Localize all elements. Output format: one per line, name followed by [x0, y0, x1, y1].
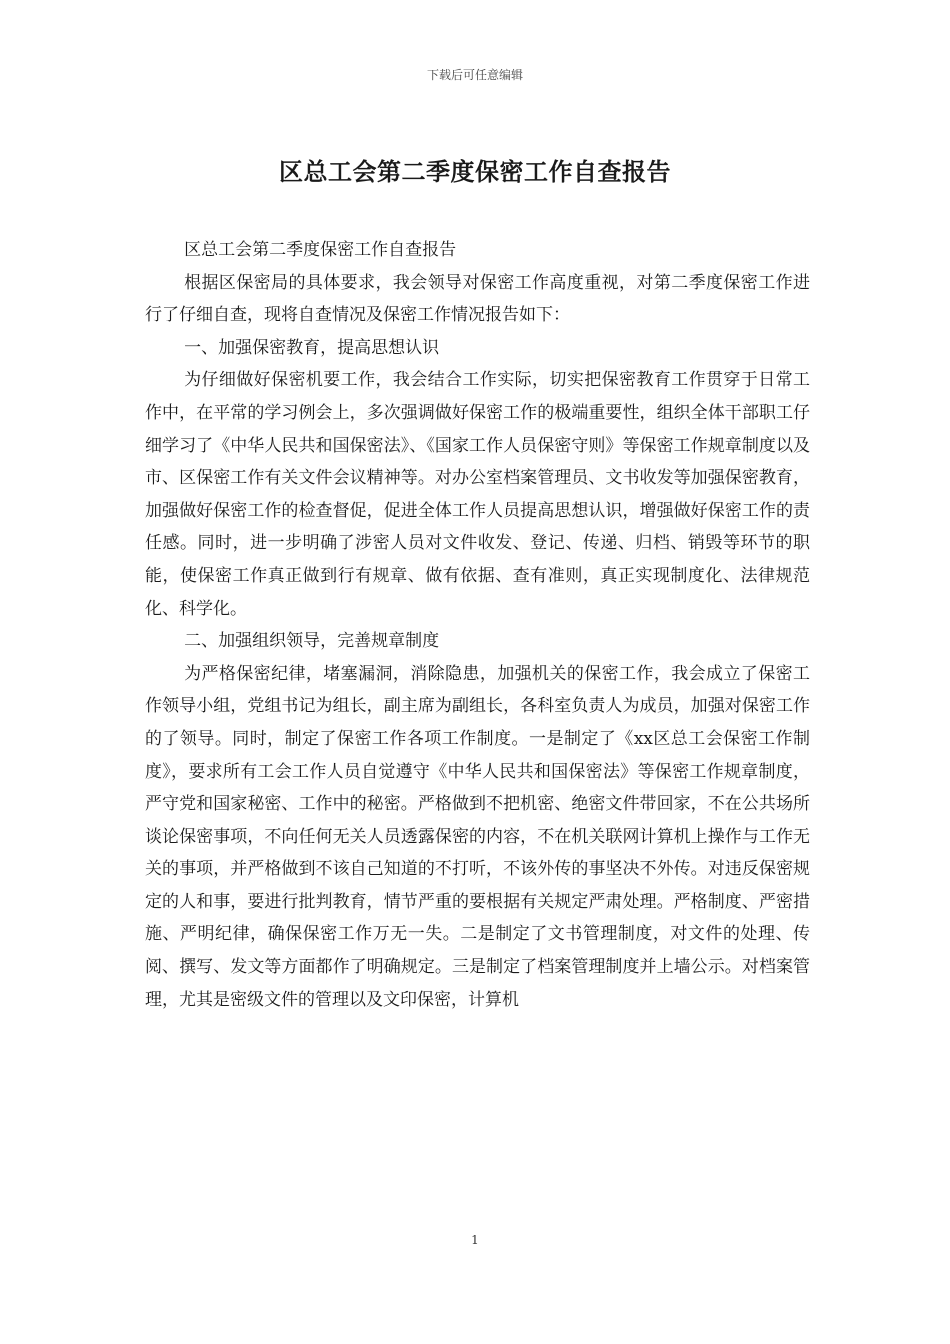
- document-title: 区总工会第二季度保密工作自查报告: [279, 157, 671, 186]
- paragraph-intro: 根据区保密局的具体要求，我会领导对保密工作高度重视，对第二季度保密工作进行了仔细自查，现将自查情况及保密工作情况报告如下：: [145, 272, 810, 326]
- paragraph-section-1: 为仔细做好保密机要工作，我会结合工作实际，切实把保密教育工作贯穿于日常工作中，在平常的学习例会上，多次强调做好保密工作的极端重要性，组织全体干部职工仔细学习了《中华人民共和国保密法》、《国家工作人员保密守则》等保密工作规章制度以及市、区保密工作有关文件会议精神等。对办公室档案管理员、文书收发等加强保密教育，加强做好保密工作的检查督促，促进全体工作人员提高思想认识，增强做好保密工作的责任感。同时，进一步明确了涉密人员对文件收发、登记、传递、归档、销毁等环节的职能，使保密工作真正做到行有规章、做有依据、查有准则，真正实现制度化、法律规范化、科学化。: [145, 370, 810, 619]
- page-number: 1: [471, 1233, 479, 1247]
- document-body: [145, 234, 810, 1016]
- page-header: 下载后可任意编辑: [426, 68, 523, 82]
- section-heading-2: 二、加强组织领导，完善规章制度: [184, 631, 440, 652]
- section-heading-1: 一、加强保密教育，提高思想认识: [184, 337, 440, 358]
- paragraph-section-2: 为严格保密纪律，堵塞漏洞，消除隐患，加强机关的保密工作，我会成立了保密工作领导小组，党组书记为组长，副主席为副组长，各科室负责人为成员，加强对保密工作的了领导。同时，制定了保密工作各项工作制度。一是制定了《xx区总工会保密工作制度》，要求所有工会工作人员自觉遵守《中华人民共和国保密法》等保密工作规章制度，严守党和国家秘密、工作中的秘密。严格做到不把机密、绝密文件带回家，不在公共场所谈论保密事项，不向任何无关人员透露保密的内容，不在机关联网计算机上操作与工作无关的事项，并严格做到不该自己知道的不打听，不该外传的事坚决不外传。对违反保密规定的人和事，要进行批判教育，情节严重的要根据有关规定严肃处理。严格制度、严密措施、严明纪律，确保保密工作万无一失。二是制定了文书管理制度，对文件的处理、传阅、撰写、发文等方面都作了明确规定。三是制定了档案管理制度并上墙公示。对档案管理，尤其是密级文件的管理以及文印保密，计算机: [145, 663, 810, 1010]
- paragraph-subtitle: 区总工会第二季度保密工作自查报告: [184, 240, 457, 260]
